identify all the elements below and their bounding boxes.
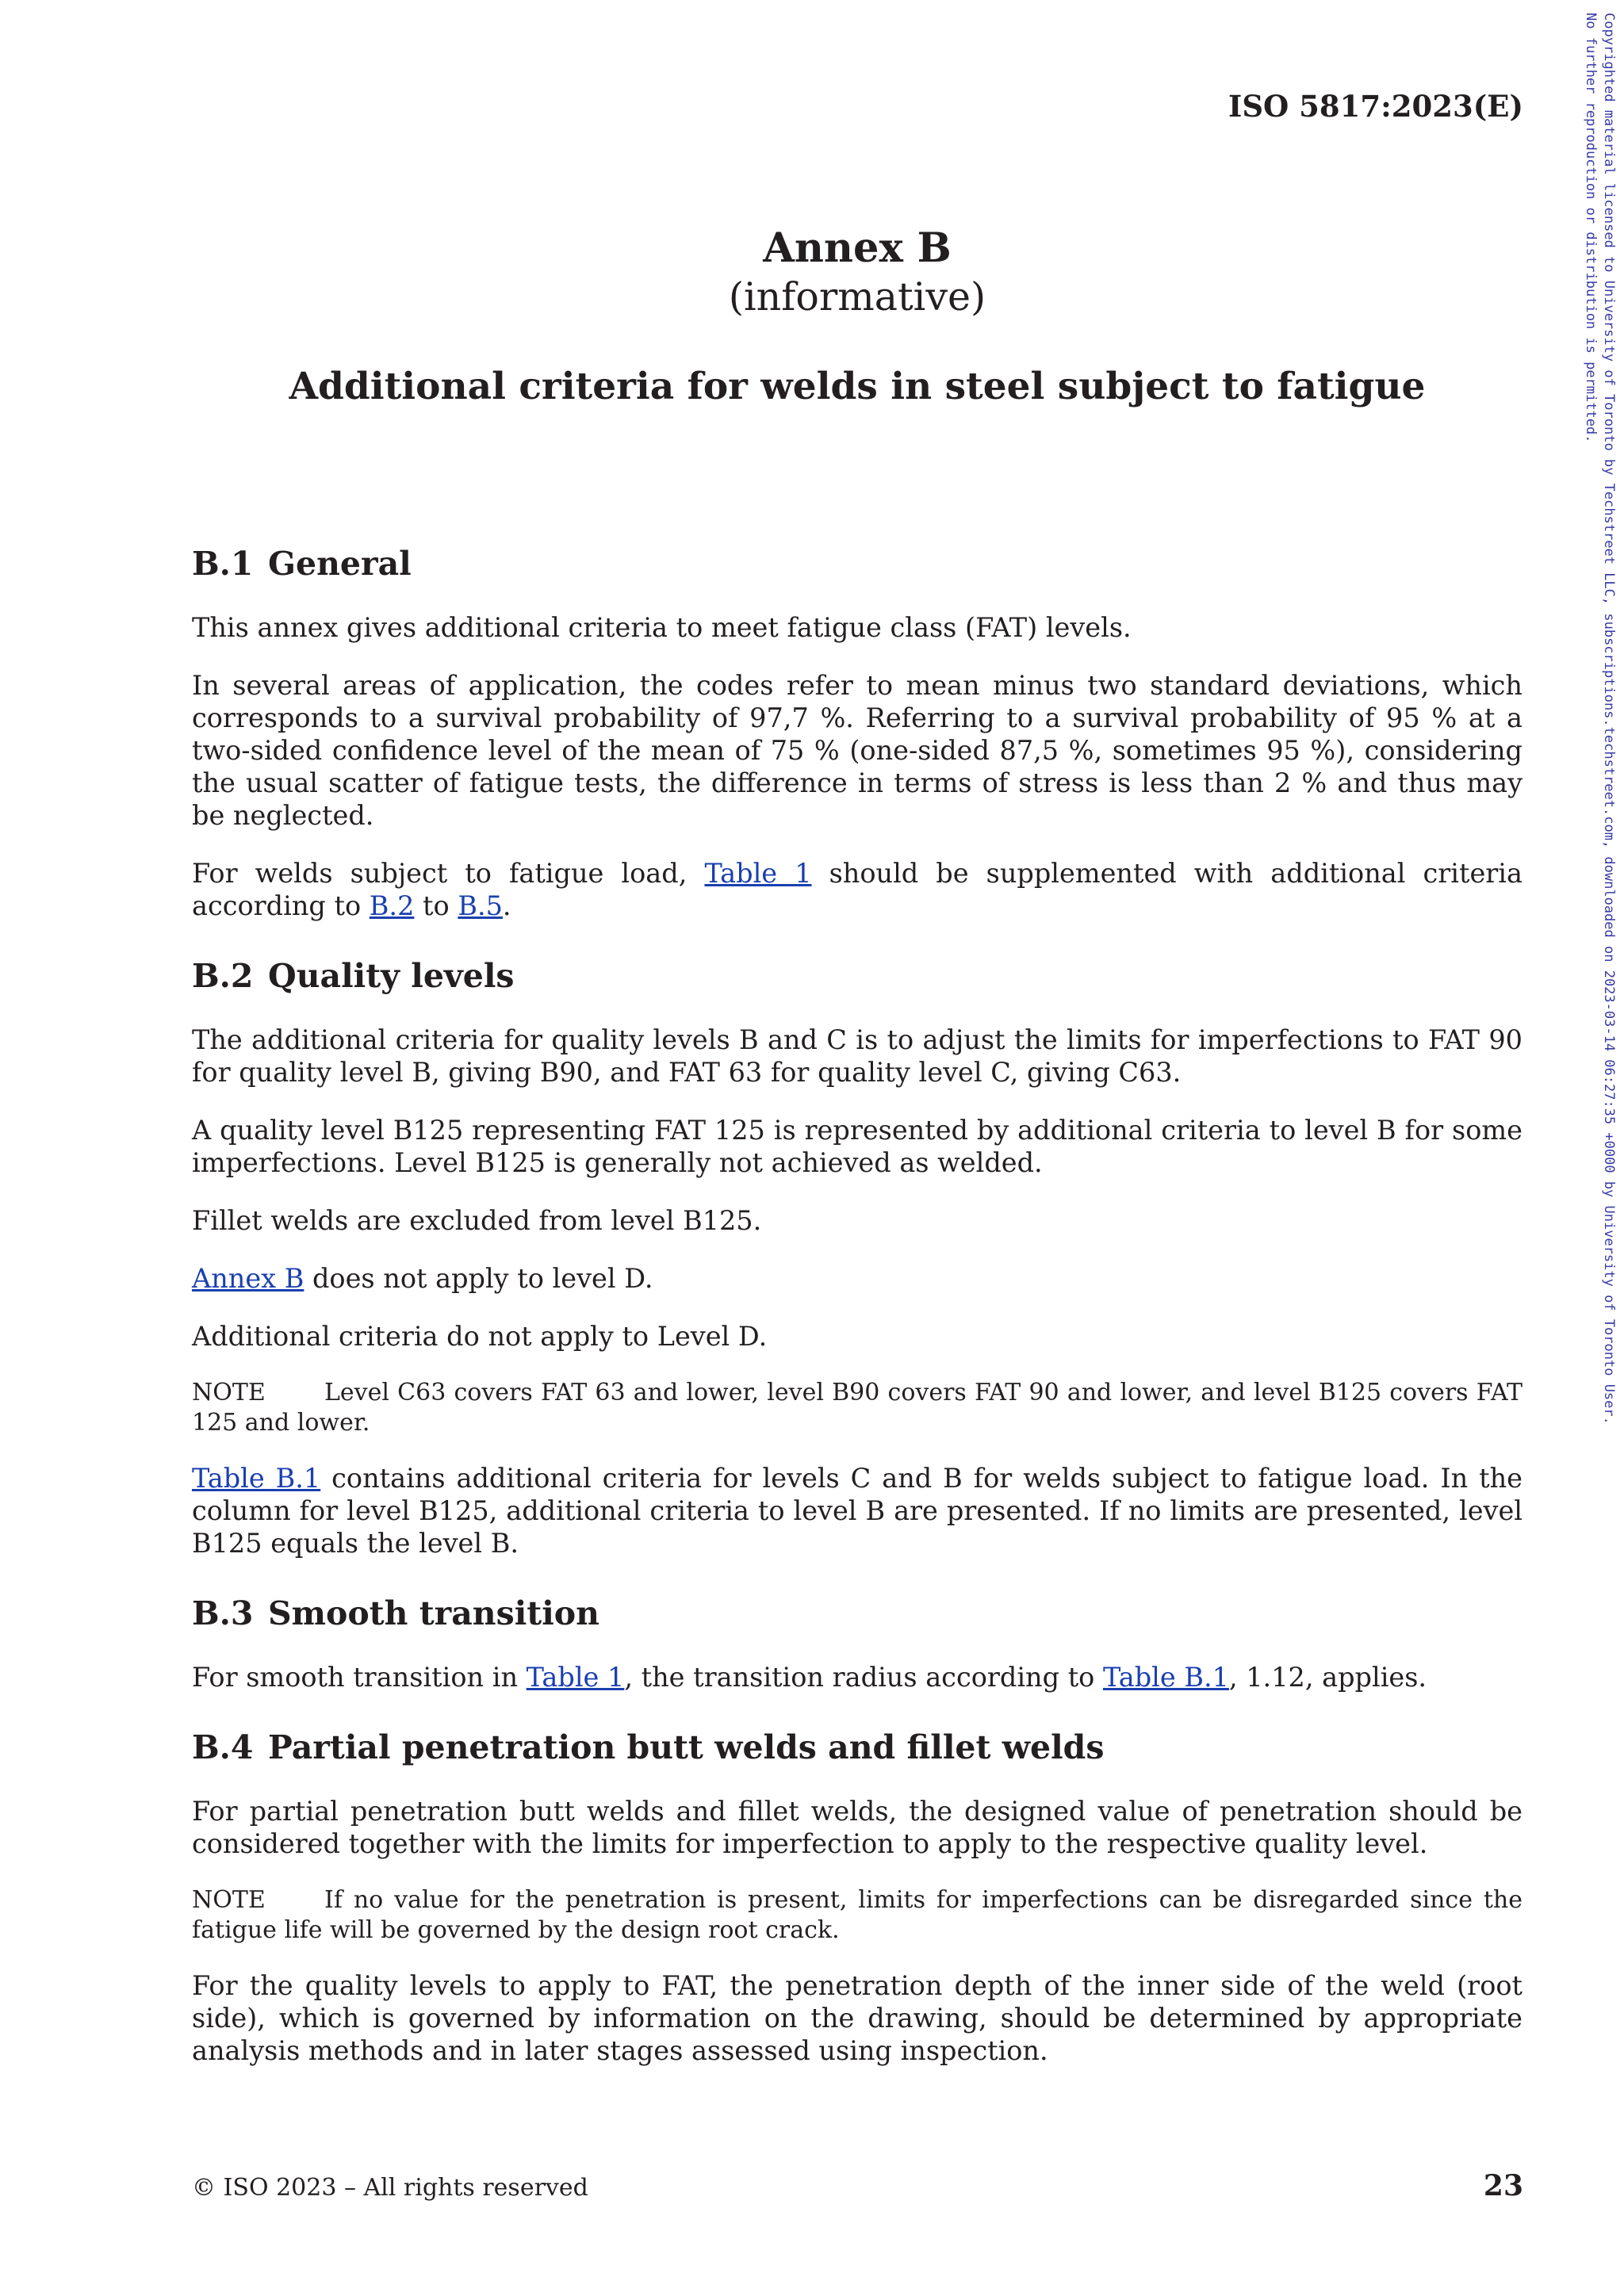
section-title: General	[268, 545, 412, 583]
note	[192, 1378, 1522, 1438]
paragraph	[192, 1262, 1522, 1295]
paragraph-text: For welds subject to fatigue load,	[192, 858, 705, 889]
annex-type: (informative)	[728, 274, 986, 320]
paragraph: For the quality levels to apply to FAT, the penetration depth of the inner side of the weld (root side), which is governed by information on the drawing, should be determined by appropriate analysis methods and in later stages assessed using inspection.	[192, 1970, 1522, 2066]
section-number: B.1	[192, 545, 254, 583]
note-text: Level C63 covers FAT 63 and lower, level B90 covers FAT 90 and lower, and level B125 covers FAT 125 and lower.	[192, 1379, 1522, 1437]
section-b2	[192, 955, 1522, 1559]
paragraph: A quality level B125 representing FAT 125 is represented by additional criteria to level B for some imperfections. Level B125 is generally not achieved as welded.	[192, 1115, 1522, 1178]
table-b1-link[interactable]: Table B.1	[192, 1463, 321, 1494]
note-label: NOTE	[192, 1379, 266, 1406]
b2-link[interactable]: B.2	[369, 890, 415, 921]
paragraph-text: , 1.12, applies.	[1228, 1662, 1427, 1693]
watermark-line-2: No further reproduction or distribution is permitted.	[1583, 13, 1599, 443]
section-heading-b3	[192, 1593, 1522, 1634]
table-b1-link[interactable]: Table B.1	[1103, 1662, 1229, 1693]
section-title: Smooth transition	[268, 1594, 599, 1632]
note-text: If no value for the penetration is present, limits for imperfections can be disregarded since the fatigue life will be governed by the design root crack.	[192, 1886, 1522, 1944]
annex-heading	[192, 224, 1522, 411]
section-title: Quality levels	[268, 957, 515, 995]
annex-subtitle: Additional criteria for welds in steel subject to fatigue	[289, 365, 1426, 408]
copyright-footer: © ISO 2023 – All rights reserved	[192, 2174, 588, 2202]
paragraph: For partial penetration butt welds and fillet welds, the designed value of penetration should be considered together with the limits for imperfection to apply to the respective quality level.	[192, 1796, 1522, 1859]
paragraph	[192, 857, 1522, 922]
table-1-link[interactable]: Table 1	[704, 858, 812, 889]
paragraph: This annex gives additional criteria to meet fatigue class (FAT) levels.	[192, 612, 1132, 643]
paragraph	[192, 1462, 1522, 1559]
section-b3	[192, 1593, 1522, 1693]
page-number: 23	[1483, 2169, 1523, 2202]
b5-link[interactable]: B.5	[458, 890, 503, 921]
paragraph: Additional criteria do not apply to Level D.	[192, 1321, 768, 1352]
paragraph-text: .	[502, 890, 511, 921]
body-content	[192, 543, 1522, 2100]
section-number: B.4	[192, 1728, 254, 1766]
copyright-watermark	[1573, 13, 1618, 1440]
document-id: ISO 5817:2023(E)	[1228, 89, 1523, 124]
section-number: B.2	[192, 957, 254, 995]
paragraph-text: should be supplemented with additional criteria according to	[192, 858, 1522, 921]
note-label: NOTE	[192, 1886, 266, 1914]
section-heading-b1	[192, 543, 1522, 584]
paragraph: The additional criteria for quality levels B and C is to adjust the limits for imperfections to FAT 90 for quality level B, giving B90, and FAT 63 for quality level C, giving C63.	[192, 1024, 1522, 1088]
annex-b-link[interactable]: Annex B	[192, 1263, 304, 1294]
paragraph	[192, 1661, 1522, 1693]
table-1-link[interactable]: Table 1	[526, 1662, 625, 1693]
paragraph-text: does not apply to level D.	[304, 1263, 653, 1294]
watermark-line-1: Copyrighted material licensed to University of Toronto by Techstreet LLC, subscriptions.techstreet.com, downloaded on 2023-03-14 06:27:35 +0000 by University of Toronto User.	[1601, 13, 1617, 1425]
note	[192, 1885, 1522, 1946]
section-number: B.3	[192, 1594, 254, 1632]
annex-title: Annex B	[763, 224, 952, 272]
paragraph-text: contains additional criteria for levels C and B for welds subject to fatigue load. In the column for level B125, additional criteria to level B are presented. If no limits are presented, level B125 equals the level B.	[192, 1463, 1522, 1559]
section-title: Partial penetration butt welds and fillet welds	[268, 1728, 1105, 1766]
paragraph: In several areas of application, the codes refer to mean minus two standard deviations, which corresponds to a survival probability of 97,7 %. Referring to a survival probability of 95 % at a two-sided confidence level of the mean of 75 % (one-sided 87,5 %, sometimes 95 %), considering the usual scatter of fatigue tests, the difference in terms of stress is less than 2 % and thus may be neglected.	[192, 670, 1522, 831]
section-b1	[192, 543, 1522, 922]
paragraph-text: , the transition radius according to	[624, 1662, 1103, 1693]
paragraph-text: For smooth transition in	[192, 1662, 527, 1693]
section-heading-b2	[192, 955, 1522, 997]
paragraph: Fillet welds are excluded from level B125.	[192, 1205, 762, 1236]
paragraph-text: to	[414, 890, 458, 921]
section-b4	[192, 1727, 1522, 2067]
section-heading-b4	[192, 1727, 1522, 1768]
